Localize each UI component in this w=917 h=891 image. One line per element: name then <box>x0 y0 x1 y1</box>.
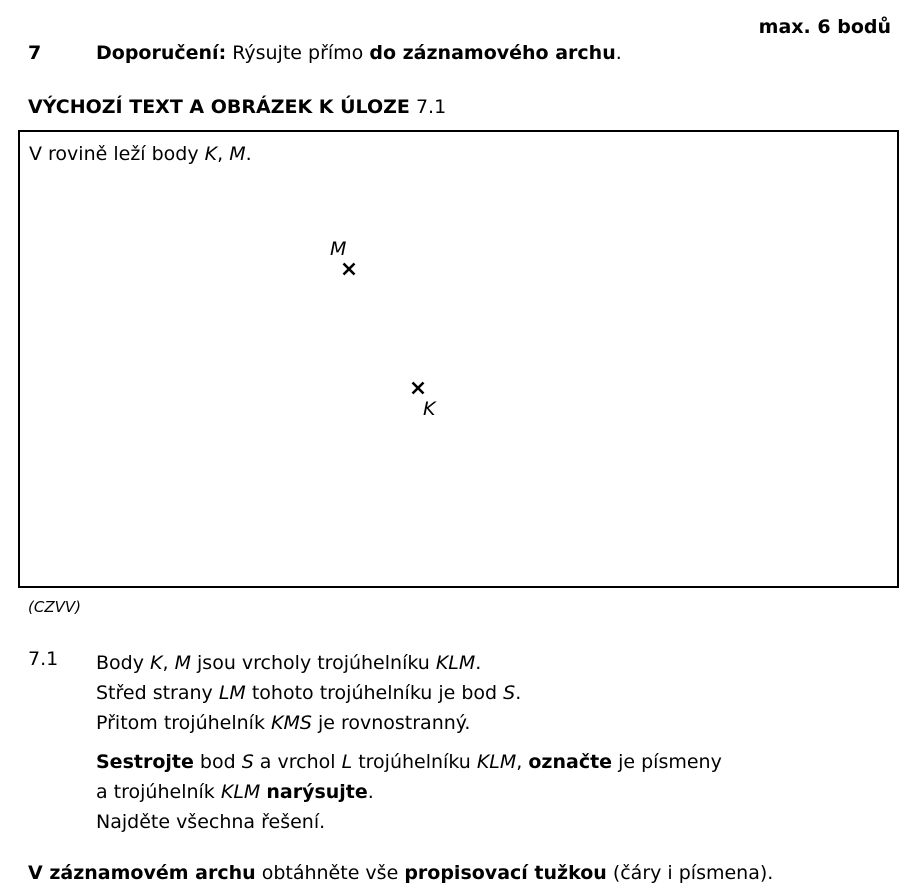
t: (čáry i písmena). <box>606 862 774 884</box>
t: , <box>162 652 175 674</box>
t: KLM <box>435 652 476 674</box>
t: , <box>516 751 529 773</box>
subtask-instructions <box>96 747 722 837</box>
t: a vrchol <box>253 751 342 773</box>
t: trojúhelníku <box>352 751 477 773</box>
t: KLM <box>476 751 517 773</box>
subtask-number: 7.1 <box>28 648 59 670</box>
t: . <box>367 781 374 803</box>
t: KLM <box>220 781 261 803</box>
t: V záznamovém archu <box>28 862 256 884</box>
t: K <box>150 652 163 674</box>
task-number: 7 <box>28 42 42 64</box>
t: je rovnostranný. <box>311 712 471 734</box>
caption-text: V rovině leží body <box>29 143 205 165</box>
subtask-line-5 <box>96 777 722 807</box>
t: . <box>515 682 522 704</box>
recommendation-bold: do záznamového archu <box>369 42 616 64</box>
recommendation-end: . <box>615 42 622 64</box>
subtask-line-2 <box>96 678 521 708</box>
point-k-label: K <box>423 398 436 420</box>
t: je písmeny <box>612 751 722 773</box>
t: a trojúhelník <box>96 781 221 803</box>
section-title-num: 7.1 <box>409 96 447 118</box>
point-m-label: M <box>330 238 347 260</box>
caption-k: K <box>204 143 218 165</box>
t: L <box>341 751 353 773</box>
cross-icon <box>342 262 356 276</box>
t: Přitom trojúhelník <box>96 712 271 734</box>
t: Sestrojte <box>96 751 194 773</box>
t: S <box>503 682 516 704</box>
subtask-line-3 <box>96 708 521 738</box>
t: tohoto trojúhelníku je bod <box>245 682 504 704</box>
t: jsou vrcholy trojúhelníku <box>190 652 436 674</box>
t: M <box>174 652 191 674</box>
subtask-line-1 <box>96 648 521 678</box>
caption-sep: , <box>217 143 230 165</box>
max-points: max. 6 bodů <box>758 16 891 38</box>
t: označte <box>528 751 613 773</box>
t: S <box>241 751 254 773</box>
recommendation-text: Rýsujte přímo <box>226 42 370 64</box>
figure-caption <box>29 143 252 165</box>
caption-m: M <box>229 143 246 165</box>
section-title <box>28 96 446 118</box>
section-title-bold: VÝCHOZÍ TEXT A OBRÁZEK K ÚLOZE <box>28 96 410 118</box>
subtask-line-6: Najděte všechna řešení. <box>96 811 326 833</box>
t: Body <box>96 652 151 674</box>
t: LM <box>218 682 246 704</box>
caption-end: . <box>245 143 252 165</box>
t: obtáhněte vše <box>255 862 405 884</box>
footer-instruction <box>28 862 773 884</box>
recommendation-label: Doporučení: <box>96 42 227 64</box>
subtask-line-4 <box>96 747 722 777</box>
t: KMS <box>271 712 312 734</box>
cross-icon <box>411 381 425 395</box>
t: propisovací tužkou <box>404 862 607 884</box>
t: Střed strany <box>96 682 219 704</box>
figure-box <box>18 130 899 588</box>
t: bod <box>193 751 242 773</box>
t: narýsujte <box>266 781 368 803</box>
t: . <box>475 652 482 674</box>
figure-source: (CZVV) <box>28 598 81 616</box>
recommendation <box>96 42 622 64</box>
subtask-text <box>96 648 521 738</box>
